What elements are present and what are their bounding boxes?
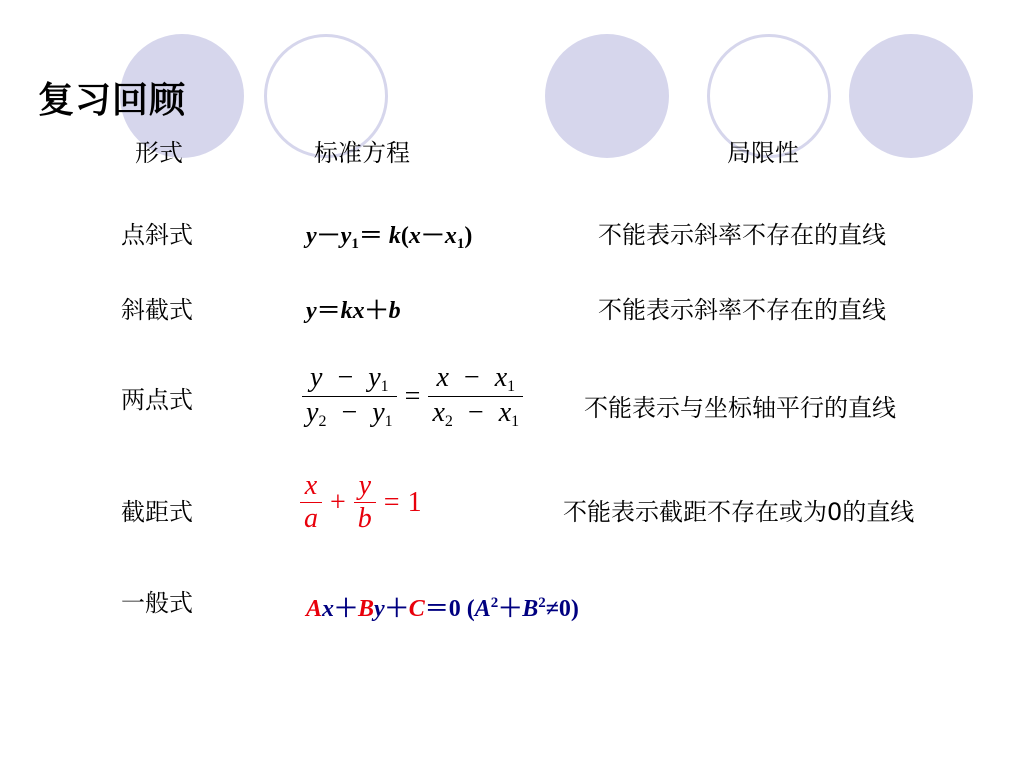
limitation-two-point: 不能表示与坐标轴平行的直线 [584, 394, 896, 422]
formula-point-slope: $y-y_1= k(x-x_1)$ [306, 223, 473, 252]
header-equation: 标准方程 [314, 139, 410, 167]
formula-slope-intercept: y＝kx＋b [306, 298, 401, 324]
page-title: 复习回顾 [38, 80, 187, 121]
decor-circle [545, 34, 669, 158]
limitation-slope-intercept: 不能表示斜率不存在的直线 [598, 296, 886, 324]
formula-intercept: $\frac{x}{a}$ + $\frac{y}{b}$ = 1 [300, 470, 422, 535]
header-limitation: 局限性 [727, 139, 799, 167]
formula-general: Ax＋By＋C＝0 $(A^2+B^2\ne 0)$ [306, 595, 579, 622]
row-label-slope-intercept: 斜截式 [121, 296, 193, 324]
row-label-intercept: 截距式 [121, 498, 193, 526]
formula-two-point: $\frac{y - y_1}{y_2 - y_1}$ = $\frac{x - x_1}{x_2 - x_1}$ [302, 362, 523, 431]
header-form: 形式 [135, 139, 183, 167]
decor-circle [849, 34, 973, 158]
limitation-intercept: 不能表示截距不存在或为0的直线 [563, 498, 915, 526]
row-label-point-slope: 点斜式 [121, 221, 193, 249]
row-label-two-point: 两点式 [121, 386, 193, 414]
limitation-point-slope: 不能表示斜率不存在的直线 [598, 221, 886, 249]
row-label-general: 一般式 [121, 589, 193, 617]
